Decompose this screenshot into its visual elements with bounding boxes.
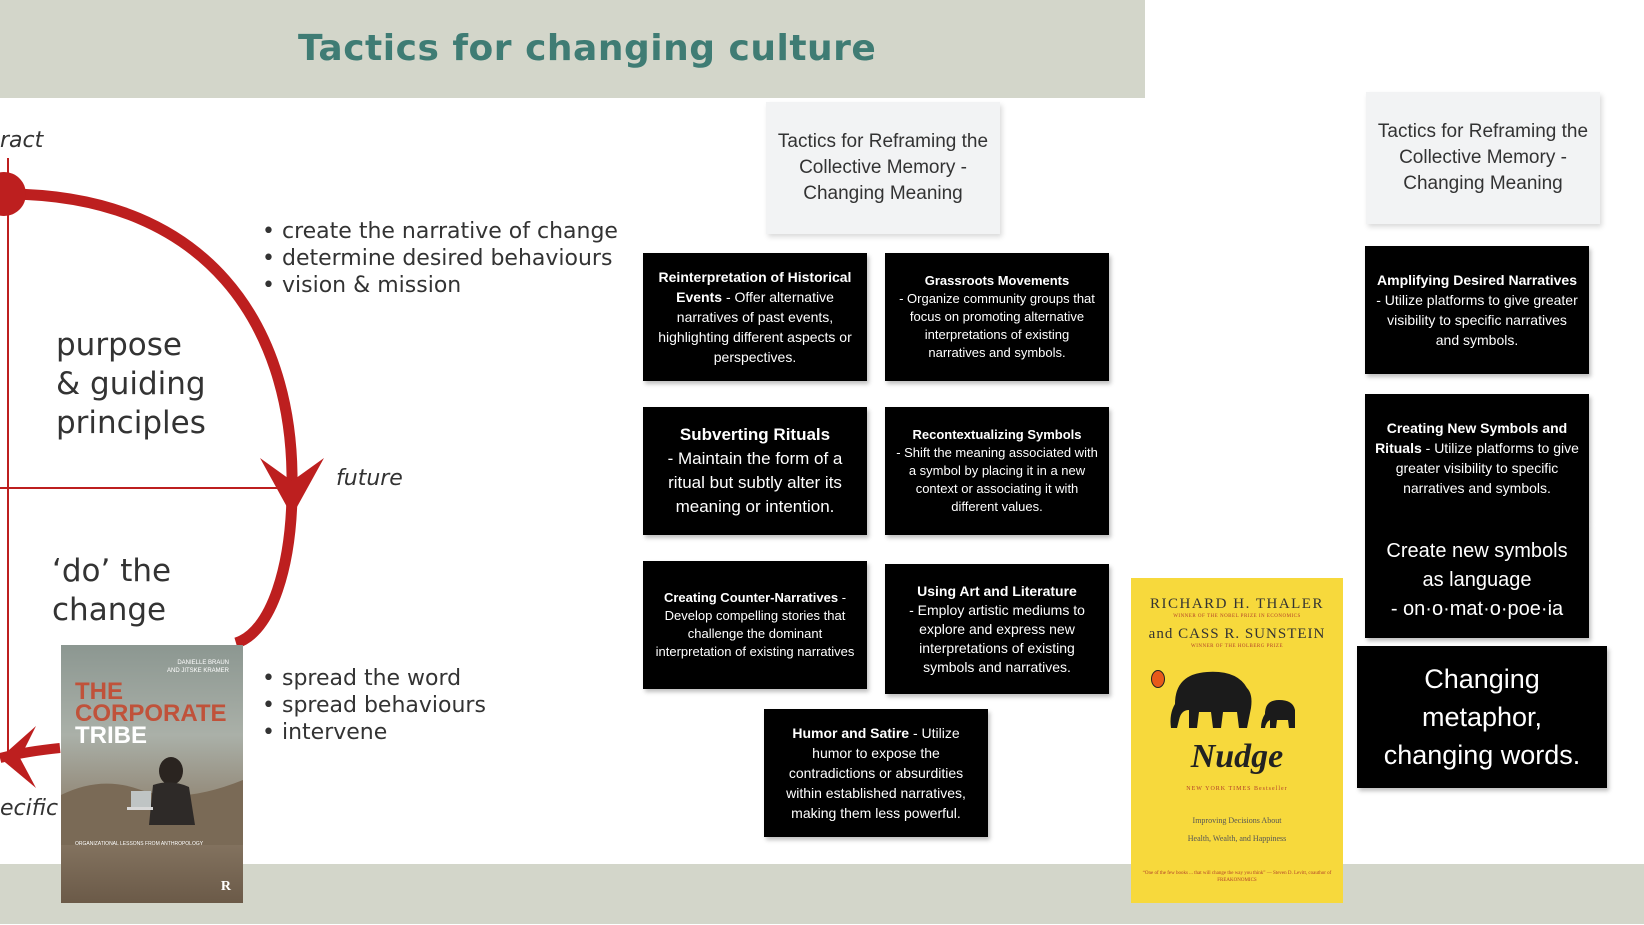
- purpose-line: & guiding: [56, 366, 206, 402]
- book1-title-line: CORPORATE: [75, 700, 227, 727]
- corporate-tribe-book-cover: [61, 645, 243, 903]
- note-reframing-left: Tactics for Reframing the Collective Memory - Changing Meaning: [766, 102, 1000, 234]
- purpose-line: purpose: [56, 327, 182, 363]
- card-title: Subverting Rituals: [679, 425, 831, 444]
- card-new-symbols-language: [1365, 522, 1589, 638]
- card-line: - on·o·mat·o·poe·ia: [1390, 597, 1564, 620]
- bullets-bottom: [262, 665, 486, 746]
- do-line: change: [52, 592, 167, 628]
- do-the-change-label: [52, 552, 171, 630]
- card-counter-narratives: [643, 561, 867, 689]
- card-line: Changing: [1424, 664, 1540, 694]
- card-changing-metaphor: [1357, 646, 1607, 788]
- abstract-label: ract: [0, 128, 44, 153]
- note-reframing-right: Tactics for Reframing the Collective Memory - Changing Meaning: [1366, 92, 1600, 224]
- nudge-book-cover: [1131, 578, 1343, 903]
- specific-label: ecific: [0, 796, 59, 821]
- book2-subtitle: Health, Wealth, and Happiness: [1187, 834, 1287, 843]
- bullet-item: • determine desired behaviours: [262, 245, 618, 272]
- book2-author1-note: WINNER OF THE NOBEL PRIZE IN ECONOMICS: [1173, 614, 1301, 619]
- book1-publisher-logo: R: [220, 879, 231, 894]
- bullets-top: [262, 218, 618, 299]
- card-title: Grassroots Movements: [924, 273, 1070, 288]
- card-body: - Offer alternative narratives of past events, highlighting different aspects or perspectives.: [658, 289, 852, 365]
- card-line: metaphor,: [1421, 702, 1543, 732]
- card-title: Using Art and Literature: [917, 582, 1077, 599]
- card-humor-satire: [764, 709, 988, 837]
- book2-tagline: NEW YORK TIMES Bestseller: [1186, 786, 1288, 792]
- bullet-item: • spread behaviours: [262, 692, 486, 719]
- card-body: - Utilize platforms to give greater visibility to specific narratives and symbols.: [1376, 292, 1578, 348]
- card-body: - Maintain the form of a ritual but subtly alter its meaning or intention.: [667, 449, 843, 516]
- book1-subtitle: ORGANIZATIONAL LESSONS FROM ANTHROPOLOGY: [75, 841, 204, 847]
- card-body: - Develop compelling stories that challenge the dominant interpretation of existing narratives: [655, 590, 855, 659]
- book2-quote: “One of the few books ... that will change the way you think” — Steven D. Levitt, coauthor of FREAKONOMICS: [1142, 871, 1332, 883]
- card-body: - Organize community groups that focus on promoting alternative interpretations of existing narratives and symbols.: [899, 291, 1095, 360]
- bullet-item: • spread the word: [262, 665, 486, 692]
- abstract-marker: [0, 172, 26, 216]
- card-line: changing words.: [1383, 740, 1581, 770]
- card-amplifying-narratives: [1365, 246, 1589, 374]
- book1-author: AND JITSKE KRAMER: [166, 668, 229, 674]
- card-title: Recontextualizing Symbols: [912, 427, 1082, 442]
- do-line: ‘do’ the: [52, 553, 172, 589]
- book2-author2-note: WINNER OF THE HOLBERG PRIZE: [1190, 644, 1283, 649]
- bullet-item: • create the narrative of change: [262, 218, 618, 245]
- footer-band: [0, 864, 1644, 924]
- purpose-label: [56, 326, 206, 443]
- book1-author: DANIELLE BRAUN: [177, 660, 229, 666]
- card-body: - Utilize humor to expose the contradictions or absurdities within established narratives, making them less powerful.: [786, 725, 966, 821]
- card-reinterpretation: [643, 253, 867, 381]
- book2-author1: RICHARD H. THALER: [1150, 596, 1324, 612]
- bullet-item: • intervene: [262, 719, 486, 746]
- book2-title: Nudge: [1190, 738, 1284, 775]
- card-new-symbols-rituals: [1365, 394, 1589, 522]
- card-art-literature: [885, 564, 1109, 694]
- card-title: Creating Counter-Narratives: [663, 590, 839, 605]
- card-title: Amplifying Desired Narratives: [1377, 272, 1577, 288]
- future-label: future: [336, 466, 403, 491]
- book2-author2: and CASS R. SUNSTEIN: [1148, 626, 1326, 642]
- book1-authors: [167, 659, 229, 675]
- card-line: Create new symbols: [1386, 539, 1568, 562]
- bullet-item: • vision & mission: [262, 272, 618, 299]
- penguin-logo-icon: [1151, 670, 1165, 688]
- card-subverting-rituals: [643, 407, 867, 535]
- specific-arrowhead: [0, 726, 36, 788]
- book1-title-line: TRIBE: [75, 722, 147, 749]
- card-title: Reinterpretation of Historical Events: [658, 269, 852, 305]
- card-body: - Utilize platforms to give greater visibility to specific narratives and symbols.: [1395, 440, 1579, 496]
- man-with-laptop-illustration: [61, 735, 243, 845]
- card-grassroots: [885, 253, 1109, 381]
- card-body: - Employ artistic mediums to explore and express new interpretations of existing symbols and narratives.: [909, 601, 1085, 675]
- card-title: Creating New Symbols and Rituals: [1375, 420, 1568, 456]
- card-body: - Shift the meaning associated with a symbol by placing it in a new context or associating it with different values.: [896, 445, 1098, 514]
- elephants-illustration: [1167, 664, 1307, 734]
- purpose-line: principles: [56, 405, 206, 441]
- card-recontextualizing-symbols: [885, 407, 1109, 535]
- card-line: as language: [1422, 568, 1532, 591]
- card-title: Humor and Satire: [792, 725, 910, 741]
- book2-subtitle: Improving Decisions About: [1192, 816, 1282, 825]
- book1-title-line: THE: [75, 678, 123, 705]
- page-title: Tactics for changing culture: [298, 28, 877, 69]
